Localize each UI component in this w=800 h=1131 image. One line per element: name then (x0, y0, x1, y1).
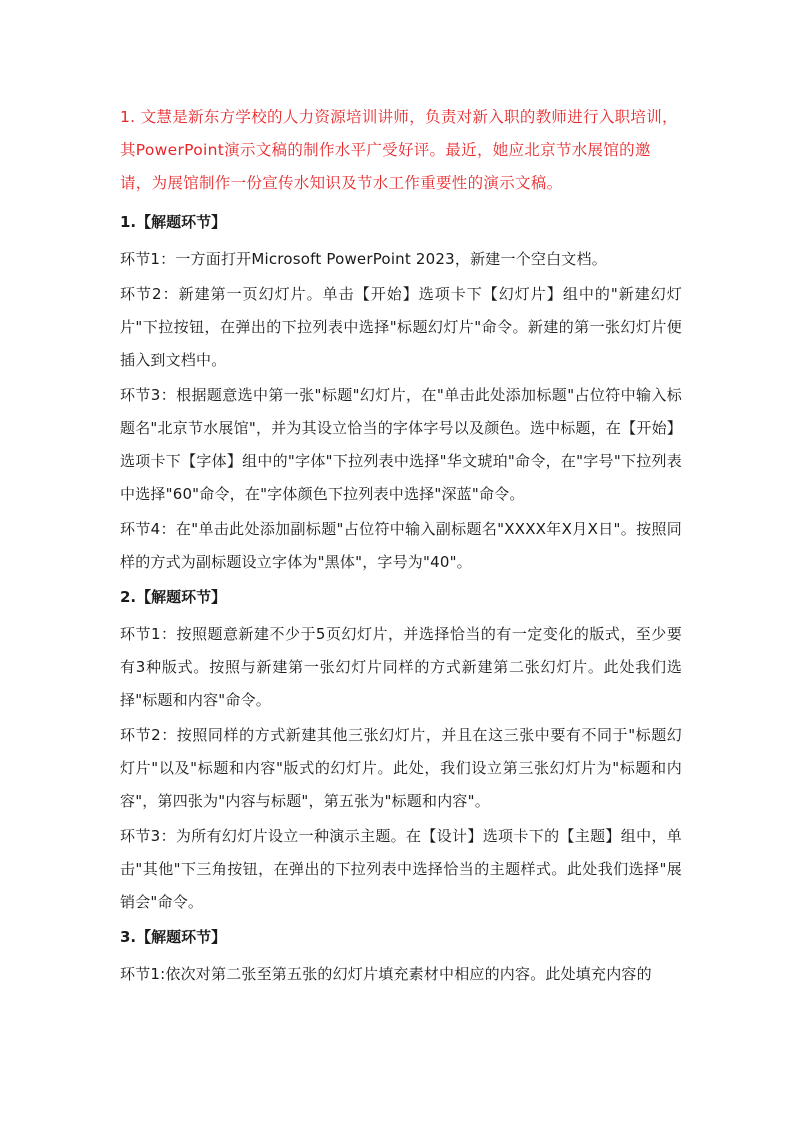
section-heading: 2.【解题环节】 (120, 588, 227, 606)
step-paragraph: 环节3：为所有幻灯片设立一种演示主题。在【设计】选项卡下的【主题】组中，单击"其他"下三角按钮，在弹出的下拉列表中选择恰当的主题样式。此处我们选择"展销会"命令。 (120, 827, 682, 911)
step-paragraph: 环节2：新建第一页幻灯片。单击【开始】选项卡下【幻灯片】组中的"新建幻灯片"下拉按钮，在弹出的下拉列表中选择"标题幻灯片"命令。新建的第一张幻灯片便插入到文档中。 (120, 285, 682, 369)
section-heading: 3.【解题环节】 (120, 928, 227, 946)
intro-paragraph: 1. 文慧是新东方学校的人力资源培训讲师，负责对新入职的教师进行入职培训，其PowerPoint演示文稿的制作水平广受好评。最近，她应北京节水展馆的邀请，为展馆制作一份宣传水知识及节水工作重要性的演示文稿。 (120, 108, 678, 192)
step-paragraph: 环节1：一方面打开Microsoft PowerPoint 2023，新建一个空白文档。 (120, 250, 607, 268)
document-page (120, 101, 682, 993)
step-paragraph: 环节1：按照题意新建不少于5页幻灯片，并选择恰当的有一定变化的版式，至少要有3种版式。按照与新建第一张幻灯片同样的方式新建第二张幻灯片。此处我们选择"标题和内容"命令。 (120, 625, 682, 709)
section-2 (120, 581, 682, 919)
step-paragraph: 环节3：根据题意选中第一张"标题"幻灯片，在"单击此处添加标题"占位符中输入标题名"北京节水展馆"，并为其设立恰当的字体字号以及颜色。选中标题，在【开始】选项卡下【字体】组中的"字体"下拉列表中选择"华文琥珀"命令，在"字号"下拉列表中选择"60"命令，在"字体颜色下拉列表中选择"深蓝"命令。 (120, 386, 682, 503)
section-3 (120, 921, 682, 991)
section-heading: 1.【解题环节】 (120, 213, 227, 231)
section-1 (120, 206, 682, 579)
step-paragraph: 环节2：按照同样的方式新建其他三张幻灯片，并且在这三张中要有不同于"标题幻灯片"以及"标题和内容"版式的幻灯片。此处，我们设立第三张幻灯片为"标题和内容"，第四张为"内容与标题"，第五张为"标题和内容"。 (120, 726, 682, 810)
step-paragraph: 环节1:依次对第二张至第五张的幻灯片填充素材中相应的内容。此处填充内容的 (120, 965, 652, 983)
step-paragraph: 环节4：在"单击此处添加副标题"占位符中输入副标题名"XXXX年X月X日"。按照同样的方式为副标题设立字体为"黑体"，字号为"40"。 (120, 520, 682, 571)
